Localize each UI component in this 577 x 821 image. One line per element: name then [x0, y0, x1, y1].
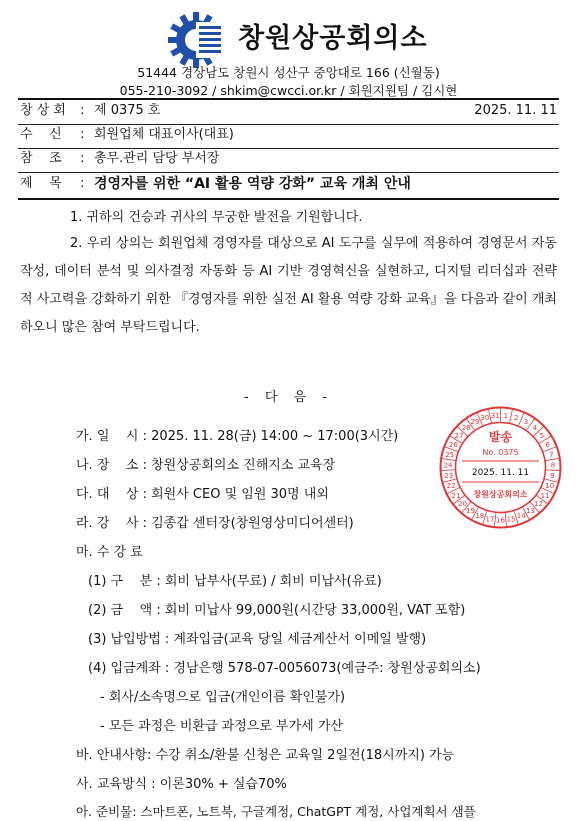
doc-number-label: 창 상 회: [20, 103, 66, 118]
stamp-title: 발송: [488, 430, 513, 444]
stamp-ring-number: 8: [550, 461, 556, 470]
detail-item-notice: 바. 안내사항: 수강 취소/환불 신청은 교육일 2일전(18시까지) 가능: [76, 748, 455, 763]
stamp-ring-number: 26: [448, 440, 458, 449]
detail-item-materials: 아. 준비물: 스마트폰, 노트북, 구글계정, ChatGPT 계정, 사업계획서 샘플: [76, 804, 476, 819]
subject-label: 제 목: [20, 176, 62, 191]
stamp-ring-number: 27: [454, 431, 464, 440]
detail-item-target: 다. 대 상 : 회원사 CEO 및 임원 30명 내외: [76, 487, 329, 502]
stamp-ring-number: 29: [470, 418, 480, 427]
doc-date: 2025. 11. 11: [474, 103, 557, 118]
fee-amount: (2) 금 액 : 회비 미납사 99,000원(시간당 33,000원, VAT 포함): [88, 603, 466, 618]
subject-row: 제 목 : 경영자를 위한 “AI 활용 역량 강화” 교육 개최 안내: [20, 172, 557, 196]
stamp-ring-number: 28: [461, 424, 471, 433]
stamp-ring-number: 24: [443, 461, 453, 470]
stamp-ring-number: 3: [523, 418, 529, 427]
stamp-ring-number: 9: [550, 471, 555, 480]
stamp-ring-number: 15: [506, 515, 516, 524]
stamp-ring-number: 31: [490, 411, 500, 420]
stamp-ring-number: 19: [466, 507, 475, 516]
stamp-ring-number: 23: [444, 471, 454, 480]
recipient-label: 수 신: [20, 127, 62, 142]
doc-number-row: 창 상 회 : 제 0375 호 2025. 11. 11: [20, 99, 557, 123]
stamp-ring-number: 5: [539, 431, 545, 440]
payment-method: (3) 납입방법 : 계좌입금(교육 당일 세금계산서 이메일 발행): [88, 632, 427, 647]
detail-item-fee: 마. 수 강 료: [76, 545, 143, 560]
detail-item-method: 사. 교육방식 : 이론30% + 실습70%: [76, 777, 287, 792]
stamp-ring-number: 20: [457, 500, 467, 509]
stamp-ring-number: 6: [545, 440, 550, 449]
address-line: 51444 경상남도 창원시 성산구 중앙대로 166 (신월동): [137, 65, 440, 80]
stamp-ring-number: 16: [496, 516, 505, 525]
stamp-ring-number: 10: [545, 482, 555, 491]
detail-item-instructor: 라. 강 사 : 김종갑 센터장(창원영상미디어센터): [76, 516, 354, 531]
recipient: 회원업체 대표이사(대표): [94, 127, 234, 142]
stamp-date: 2025. 11. 11: [471, 468, 530, 478]
contact-line: 055-210-3092 / shkim@cwcci.or.kr / 회원지원팀 / 김시현: [119, 83, 458, 98]
reference-row: 참 조 : 총무.관리 담당 부서장: [20, 147, 557, 171]
cci-gear-logo-icon: [166, 10, 226, 70]
payment-note-2: - 모든 과정은 비환급 과정으로 부가세 가산: [100, 719, 343, 734]
recipient-row: 수 신 : 회원업체 대표이사(대표): [20, 123, 557, 147]
stamp-ring-number: 1: [503, 411, 509, 420]
stamp-ring-number: 11: [540, 491, 550, 500]
fee-category: (1) 구 분 : 회비 납부사(무료) / 회비 미납사(유료): [88, 574, 382, 589]
detail-item-date: 가. 일 시 : 2025. 11. 28(금) 14:00 ~ 17:00(3시간): [76, 429, 399, 444]
subject-divider: [18, 198, 559, 200]
section-title: - 다 음 -: [244, 390, 333, 405]
organization-name: 창원상공회의소: [238, 23, 428, 54]
stamp-ring-number: 30: [480, 413, 490, 422]
detail-item-place: 나. 장 소 : 창원상공회의소 진해지소 교육장: [76, 458, 336, 473]
stamp-ring-number: 2: [513, 413, 519, 422]
stamp-number: No. 0375: [482, 448, 519, 457]
reference-label: 참 조: [20, 151, 62, 166]
stamp-ring-number: 17: [485, 515, 495, 524]
payment-note-1: - 회사/소속명으로 입금(개인이름 확인불가): [100, 690, 346, 705]
paragraph-2: 2. 우리 상의는 회원업체 경영자를 대상으로 AI 도구를 실무에 적용하여 경영문서 자동작성, 데이터 분석 및 의사결정 자동화 등 AI 기반 경영혁신을 실현하고, 디지털 리더십과 전략적 사고력을 강화하기 위한 『경영자를 위한 실전 AI 활용 역량 강화 교육』을 다음과 같이 개최하오니 많은 참여 부탁드립니다.: [20, 236, 557, 335]
stamp-ring-number: 13: [526, 507, 535, 516]
stamp-ring-number: 25: [445, 450, 455, 459]
stamp-ring-number: 4: [532, 424, 537, 433]
stamp-ring-number: 7: [549, 450, 554, 459]
payment-account: (4) 입금계좌 : 경남은행 578-07-0056073(예금주: 창원상공회의소): [88, 661, 481, 676]
paragraph-1: 1. 귀하의 건승과 귀사의 무궁한 발전을 기원합니다.: [70, 210, 363, 225]
dispatch-stamp: [438, 405, 563, 530]
doc-number: 제 0375 호: [94, 103, 161, 118]
reference: 총무.관리 담당 부서장: [94, 151, 220, 166]
stamp-organization: 창원상공회의소: [473, 490, 528, 499]
stamp-ring-number: 18: [475, 512, 485, 521]
stamp-ring-number: 21: [451, 491, 461, 500]
stamp-ring-number: 12: [534, 500, 544, 509]
stamp-ring-number: 22: [446, 482, 456, 491]
subject: 경영자를 위한 “AI 활용 역량 강화” 교육 개최 안내: [94, 176, 411, 192]
stamp-ring-number: 14: [516, 512, 526, 521]
